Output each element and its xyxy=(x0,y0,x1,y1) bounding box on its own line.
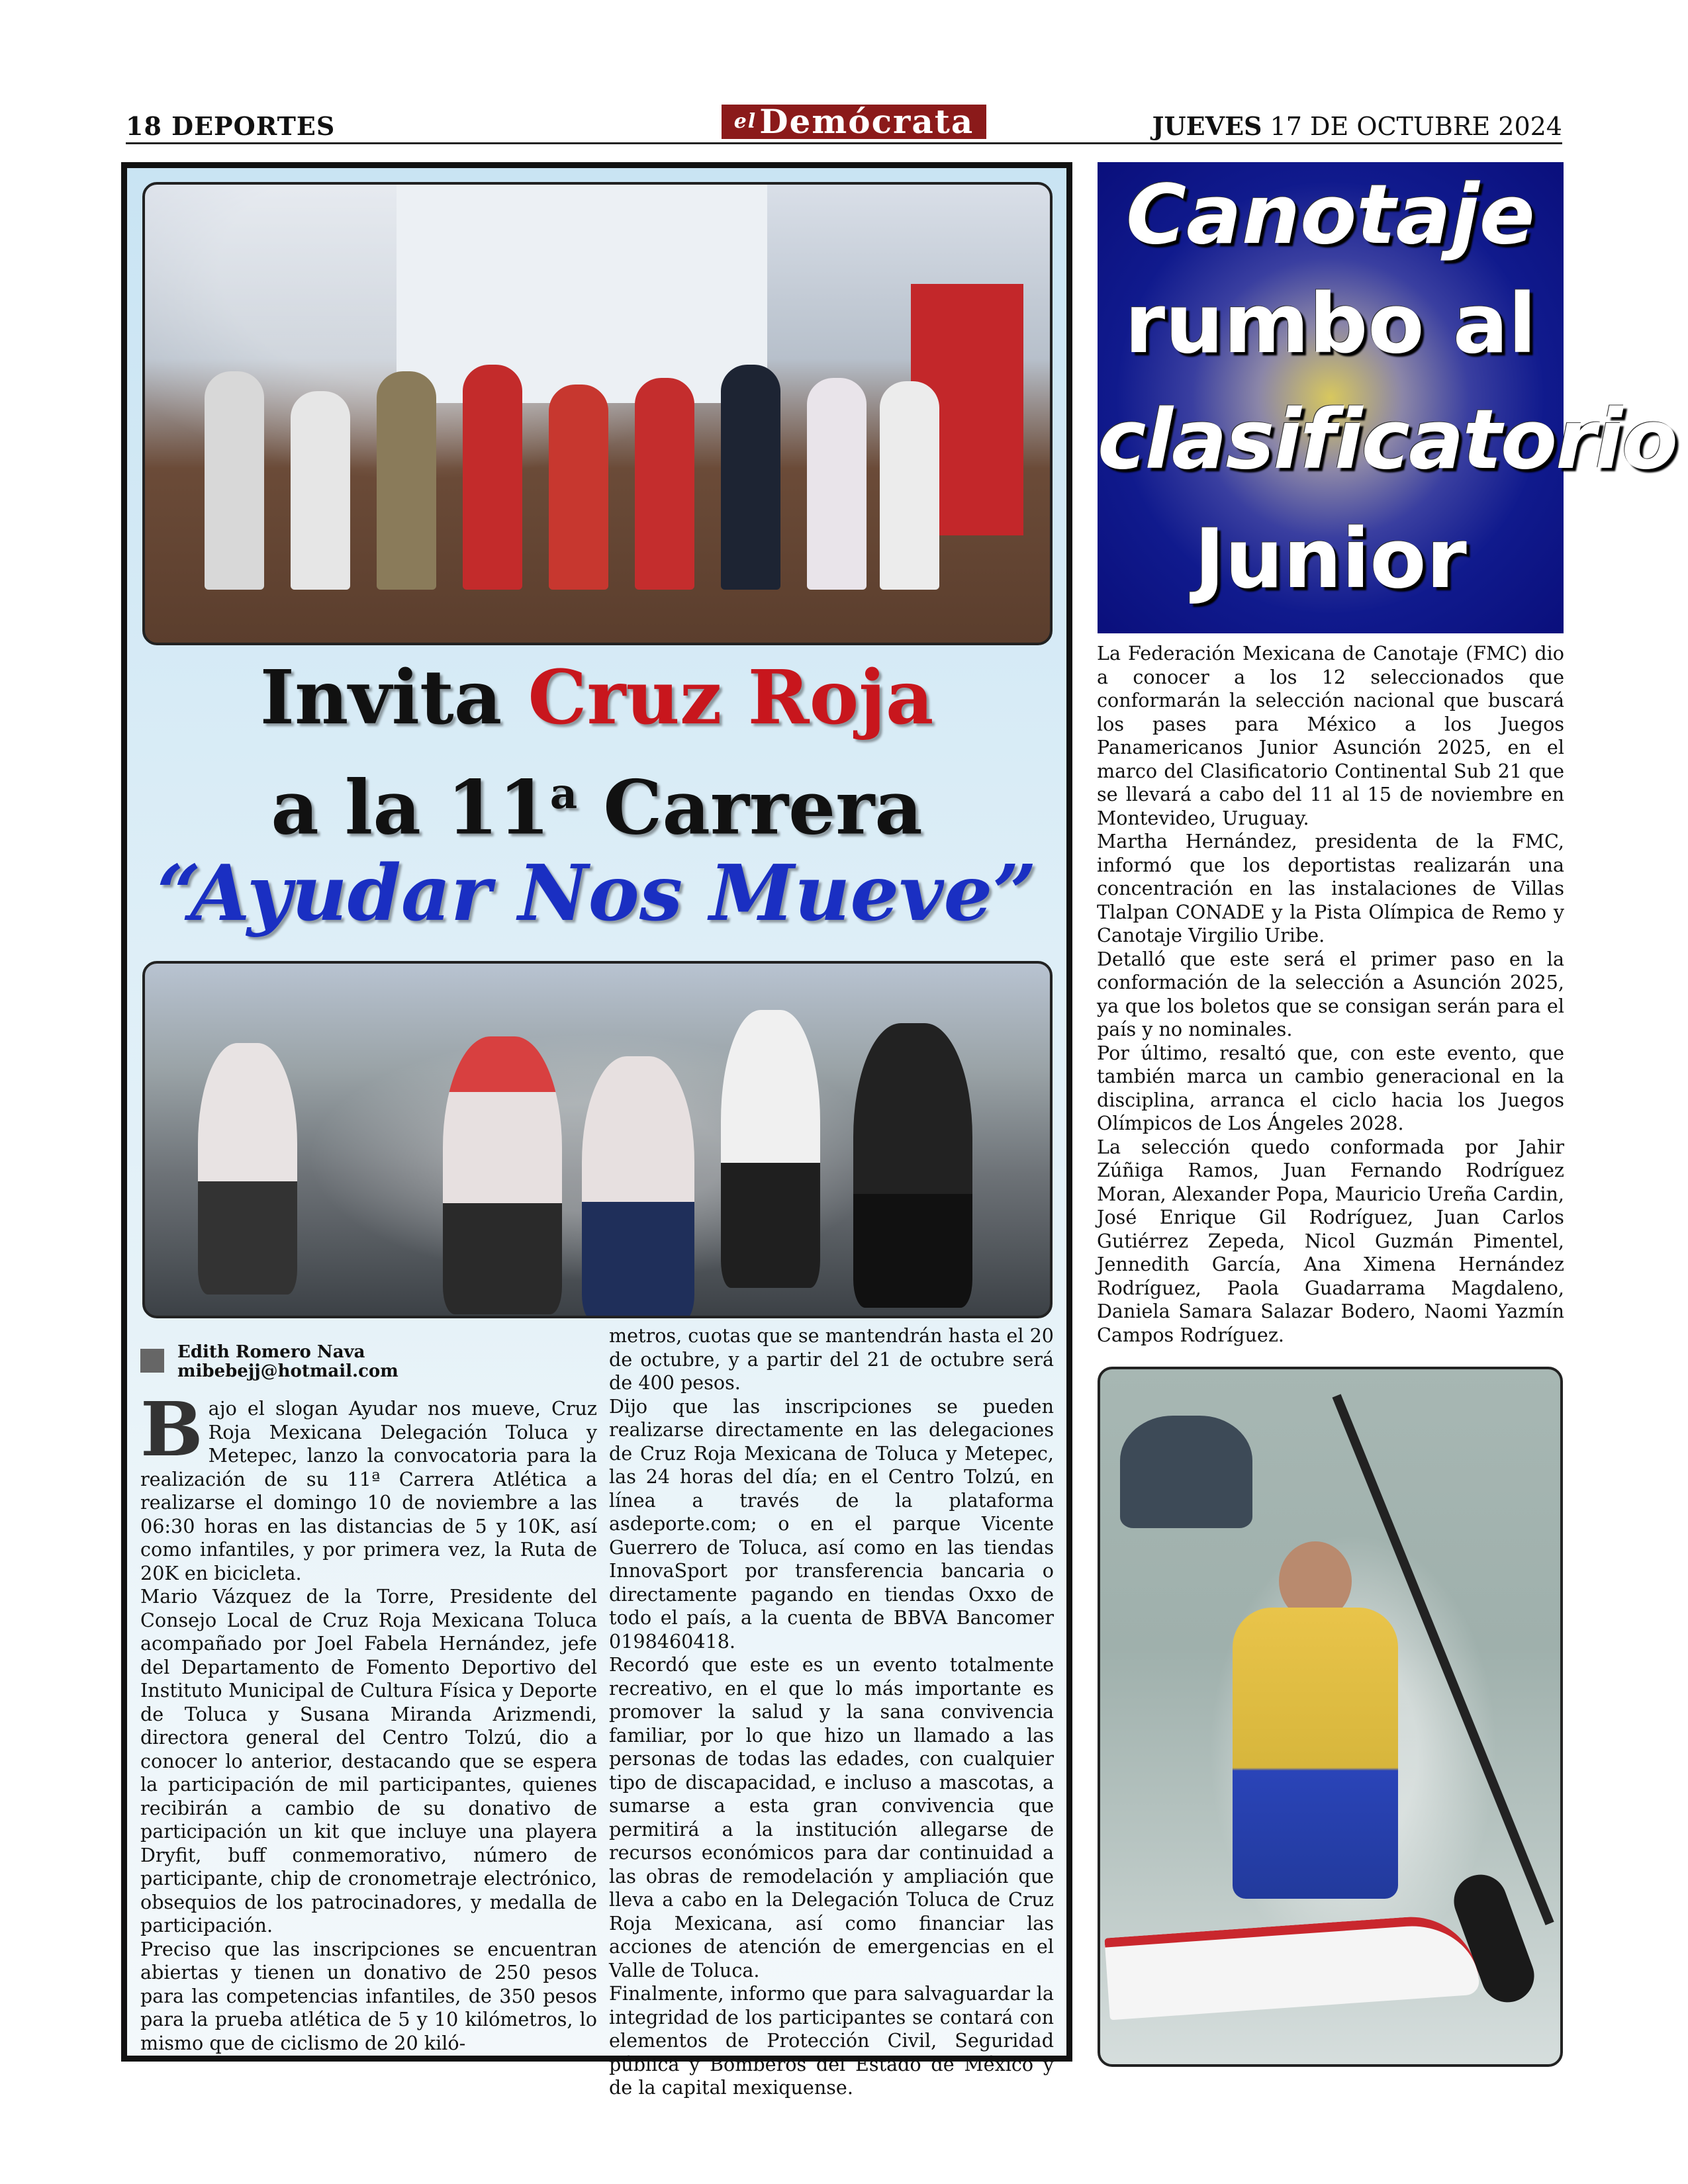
side-title-line-1: Canotaje xyxy=(1126,167,1535,263)
side-title-line-4: Junior xyxy=(1194,512,1467,607)
header-rule xyxy=(126,142,1562,144)
headline-word: Carrera xyxy=(603,764,923,852)
article-paragraph: La selección quedo conformada por Jahir Zúñiga Ramos, Juan Fernando Rodríguez Moran, Alexander Popa, Mauricio Ureña Cardin, José Enrique Gil Rodríguez, Juan Carlos Gutiérrez Zepeda, Nicol Guzmán Pimentel, Jennedith García, Ana Ximena Hernández Rodríguez, Paola Guadarrama Magdaleno, Daniela Samara Salazar Bodero, Naomi Yazmín Campos Rodríguez. xyxy=(1097,1135,1564,1346)
person-figure xyxy=(635,378,694,590)
person-figure xyxy=(880,381,939,590)
person-figure xyxy=(377,371,436,590)
headline-word: Invita xyxy=(259,655,502,741)
article-paragraph: Detalló que este será el primer paso en la conformación de la selección a Asunción 2025, ya que los boletos que se consigan serán para el país y no nominales. xyxy=(1097,947,1564,1040)
person-figure xyxy=(463,365,522,590)
headline-line-1 xyxy=(121,655,1072,741)
paragraph-text: ajo el slogan Ayudar nos mueve, Cruz Roja Mexicana Delegación Toluca y Metepec, lanzo la convocatoria para la realización de su 11ª Carrera Atlética a realizarse el domingo 10 de noviembre a las 06:30 horas en las distancias de 5 y 10K, así como infantiles, y por primera vez, la Ruta de 20K en bicicleta. xyxy=(140,1397,597,1584)
runner-figure xyxy=(853,1023,972,1308)
author-name: Edith Romero Nava xyxy=(177,1342,365,1362)
side-title-line-3: clasificatorio xyxy=(1098,392,1677,488)
article-column-2 xyxy=(609,1324,1054,2100)
projection-screen xyxy=(397,185,767,403)
newspaper-logo xyxy=(722,102,986,141)
canoe-photo xyxy=(1098,1367,1563,2067)
headline-red-words: Cruz Roja xyxy=(528,655,934,741)
article-paragraph: Mario Vázquez de la Torre, Presidente del Consejo Local de Cruz Roja Mexicana Toluca acompañado por Joel Fabela Hernández, jefe del Departamento de Fomento Deportivo del Instituto Municipal de Cultura Física y Deporte de Toluca y Susana Miranda Arizmendi, directora general del Centro Tolzú, dio a conocer lo anterior, destacando que se espera la participación de mil participantes, quienes recibirán a cambio de su donativo de participación un kit que incluye una playera Dryfit, buff conmemorativo, número de participante, chip de cronometraje electrónico, obsequios de los patrocinadores, y medalla de participación. xyxy=(140,1585,597,1936)
canoe-hull xyxy=(1104,1913,1479,2021)
person-figure xyxy=(549,385,608,590)
side-title-line-2: rumbo al xyxy=(1125,277,1536,372)
headline-line-2 xyxy=(121,751,1072,851)
runner-figure xyxy=(443,1036,562,1314)
headline-line-3: “Ayudar Nos Mueve” xyxy=(156,848,1037,938)
issue-date xyxy=(1152,111,1562,141)
article-paragraph: metros, cuotas que se mantendrán hasta el 20 de octubre, y a partir del 21 de octubre será de 400 pesos. xyxy=(609,1324,1054,1394)
runner-figure xyxy=(582,1056,694,1318)
article-paragraph: Dijo que las inscripciones se pueden realizarse directamente en las delegaciones de Cruz Roja Mexicana de Toluca y Metepec, las 24 horas del día; en el Centro Tolzú, en línea a través de la plataforma asdeporte.com; o en el parque Vicente Guerrero de Toluca, así como en las tiendas InnovaSport por transferencia bancaria o directamente pagando en tiendas Oxxo de todo el país, a la cuenta de BBVA Bancomer 0198460418. xyxy=(609,1394,1054,1653)
person-figure xyxy=(291,391,350,590)
issue-day: JUEVES xyxy=(1152,111,1262,141)
article-paragraph xyxy=(140,1387,597,1585)
logo-name: Demócrata xyxy=(759,102,974,141)
person-figure xyxy=(721,365,780,590)
headline-word: a la 11 xyxy=(271,764,550,852)
person-figure xyxy=(807,378,867,590)
article-paragraph: Por último, resaltó que, con este evento, que también marca un cambio generacional en la disciplina, arranca el ciclo hacia los Juegos Olímpicos de Los Ángeles 2028. xyxy=(1097,1041,1564,1134)
race-photo xyxy=(142,961,1053,1318)
athlete-body xyxy=(1233,1608,1398,1899)
event-photo xyxy=(142,182,1053,645)
article-paragraph: Martha Hernández, presidenta de la FMC, informó que los deportistas realizarán una concentración en las instalaciones de Villas Tlalpan CONADE y la Pista Olímpica de Remo y Canotaje Virgilio Uribe. xyxy=(1097,830,1564,946)
article-paragraph: La Federación Mexicana de Canotaje (FMC) dio a conocer a los 12 seleccionados que conformarán la selección nacional que buscará los pases para México a los Juegos Panamericanos Junior Asunción 2025, en el marco del Clasificatorio Continental Sub 21 que se llevará a cabo del 11 al 15 de noviembre en Montevideo, Uruguay. xyxy=(1097,642,1564,829)
runner-figure xyxy=(198,1043,297,1295)
headline-superscript: a xyxy=(549,769,578,819)
side-story-body xyxy=(1097,642,1564,1347)
drop-cap: B xyxy=(140,1387,203,1473)
author-email: mibebejj@hotmail.com xyxy=(177,1361,399,1381)
article-paragraph: Finalmente, informo que para salvaguardar la integridad de los participantes se contará con elementos de Protección Civil, Seguridad pública y Bomberos del Estado de México y de la capital mexiquense. xyxy=(609,1982,1054,2099)
article-paragraph: Recordó que este es un evento totalmente recreativo, en el que lo más importante es promover la salud y la sana convivencia familiar, por lo que hizo un llamado a las personas de todas las edades, con cualquier tipo de discapacidad, e incluso a mascotas, a sumarse a esta gran convivencia que permitirá a la institución allegarse de recursos económicos para dar continuidad a las obras de remodelación y ampliación que lleva a cabo en la Delegación Toluca de Cruz Roja Mexicana, así como financiar las acciones de atención de emergencias en el Valle de Toluca. xyxy=(609,1653,1054,1981)
article-paragraph: Preciso que las inscripciones se encuentran abiertas y tienen un donativo de 250 pesos para las competencias infantiles, de 350 pesos para la prueba atlética de 5 y 10 kilómetros, lo mismo que de ciclismo de 20 kiló- xyxy=(140,1937,597,2054)
logo-prefix: el xyxy=(733,110,757,133)
background-canoeist xyxy=(1120,1416,1252,1528)
person-figure xyxy=(205,371,264,590)
byline-marker xyxy=(140,1349,164,1373)
issue-date-text: 17 DE OCTUBRE 2024 xyxy=(1270,112,1562,141)
article-column-1 xyxy=(140,1387,597,2055)
runner-figure xyxy=(721,1010,820,1288)
page-section-label: 18 DEPORTES xyxy=(126,111,336,141)
